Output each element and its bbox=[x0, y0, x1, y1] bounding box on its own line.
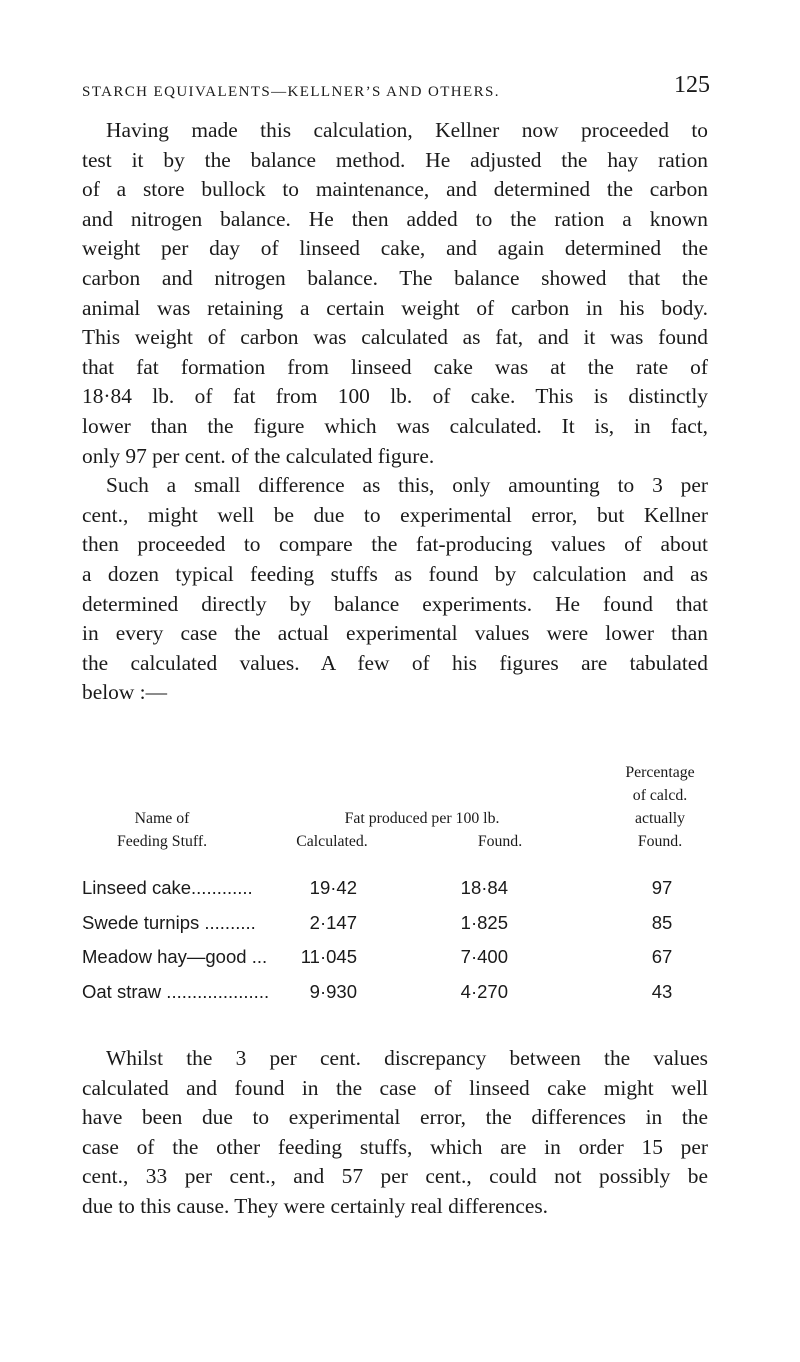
row-name: Linseed cake............ bbox=[82, 877, 253, 898]
row-name: Meadow hay—good ... bbox=[82, 946, 268, 967]
row-found: 4·270 bbox=[460, 981, 508, 1002]
text-line: case of the other feeding stuffs, which are in order 15 per bbox=[82, 1134, 708, 1159]
text-line: test it by the balance method. He adjusted the hay ration bbox=[82, 147, 708, 172]
paragraph-kellner-balance bbox=[82, 116, 708, 708]
row-name: Swede turnips .......... bbox=[82, 912, 256, 933]
table-row bbox=[82, 877, 708, 907]
row-percentage: 85 bbox=[651, 912, 673, 933]
text-line: animal was retaining a certain weight of carbon in his body. bbox=[82, 295, 708, 320]
text-line: Whilst the 3 per cent. discrepancy between the values bbox=[106, 1046, 708, 1070]
text-line: have been due to experimental error, the differences in the bbox=[82, 1105, 708, 1130]
text-line: below :— bbox=[82, 680, 167, 705]
text-line: in every case the actual experimental values were lower than bbox=[82, 621, 708, 646]
text-line: determined directly by balance experiments. He found that bbox=[82, 591, 708, 616]
row-found: 18·84 bbox=[460, 877, 508, 898]
paragraph-discrepancy bbox=[82, 1044, 708, 1222]
text-line: This weight of carbon was calculated as fat, and it was found bbox=[82, 325, 708, 350]
text-line: and nitrogen balance. He then added to the ration a known bbox=[82, 206, 708, 231]
header-percentage: Percentage of calcd. actually Found. bbox=[625, 764, 695, 850]
table-row bbox=[82, 912, 708, 942]
text-line: Having made this calculation, Kellner now proceeded to bbox=[106, 118, 708, 142]
row-calculated: 9·930 bbox=[309, 981, 357, 1002]
text-line: 18·84 lb. of fat from 100 lb. of cake. This is distinctly bbox=[82, 384, 708, 409]
text-line: of a store bullock to maintenance, and determined the carbon bbox=[82, 177, 708, 202]
text-line: calculated and found in the case of linseed cake might well bbox=[82, 1075, 708, 1100]
text-line: the calculated values. A few of his figures are tabulated bbox=[82, 650, 708, 675]
text-line: a dozen typical feeding stuffs as found by calculation and as bbox=[82, 561, 708, 586]
text-line: cent., 33 per cent., and 57 per cent., could not possibly be bbox=[82, 1164, 708, 1189]
row-percentage: 43 bbox=[651, 981, 673, 1002]
row-percentage: 67 bbox=[651, 946, 673, 967]
header-fat-produced: Fat produced per 100 lb. bbox=[344, 810, 500, 827]
table-row bbox=[82, 946, 708, 976]
text-line: only 97 per cent. of the calculated figure. bbox=[82, 443, 435, 468]
text-line: that fat formation from linseed cake was at the rate of bbox=[82, 354, 708, 379]
running-title: STARCH EQUIVALENTS—KELLNER’S AND OTHERS. bbox=[82, 84, 500, 100]
text-line: weight per day of linseed cake, and again determined the bbox=[82, 236, 708, 261]
header-calculated: Calculated. bbox=[296, 833, 368, 850]
text-line: then proceeded to compare the fat-producing values of about bbox=[82, 532, 708, 557]
page-number: 125 bbox=[674, 72, 710, 98]
table-row bbox=[82, 981, 708, 1011]
text-line: lower than the figure which was calculated. It is, in fact, bbox=[82, 413, 708, 438]
header-name: Name of Feeding Stuff. bbox=[116, 810, 208, 850]
row-found: 1·825 bbox=[460, 912, 508, 933]
text-line: carbon and nitrogen balance. The balance showed that the bbox=[82, 265, 708, 290]
row-name: Oat straw .................... bbox=[82, 981, 270, 1002]
text-line: due to this cause. They were certainly real differences. bbox=[82, 1193, 549, 1218]
row-calculated: 19·42 bbox=[309, 877, 357, 898]
text-line: cent., might well be due to experimental error, but Kellner bbox=[82, 502, 708, 527]
text-line: Such a small difference as this, only amounting to 3 per bbox=[106, 473, 708, 498]
row-percentage: 97 bbox=[651, 877, 673, 898]
row-found: 7·400 bbox=[460, 946, 508, 967]
row-calculated: 2·147 bbox=[309, 912, 357, 933]
header-found: Found. bbox=[477, 833, 523, 850]
running-header bbox=[82, 72, 710, 106]
row-calculated: 11·045 bbox=[300, 946, 357, 967]
